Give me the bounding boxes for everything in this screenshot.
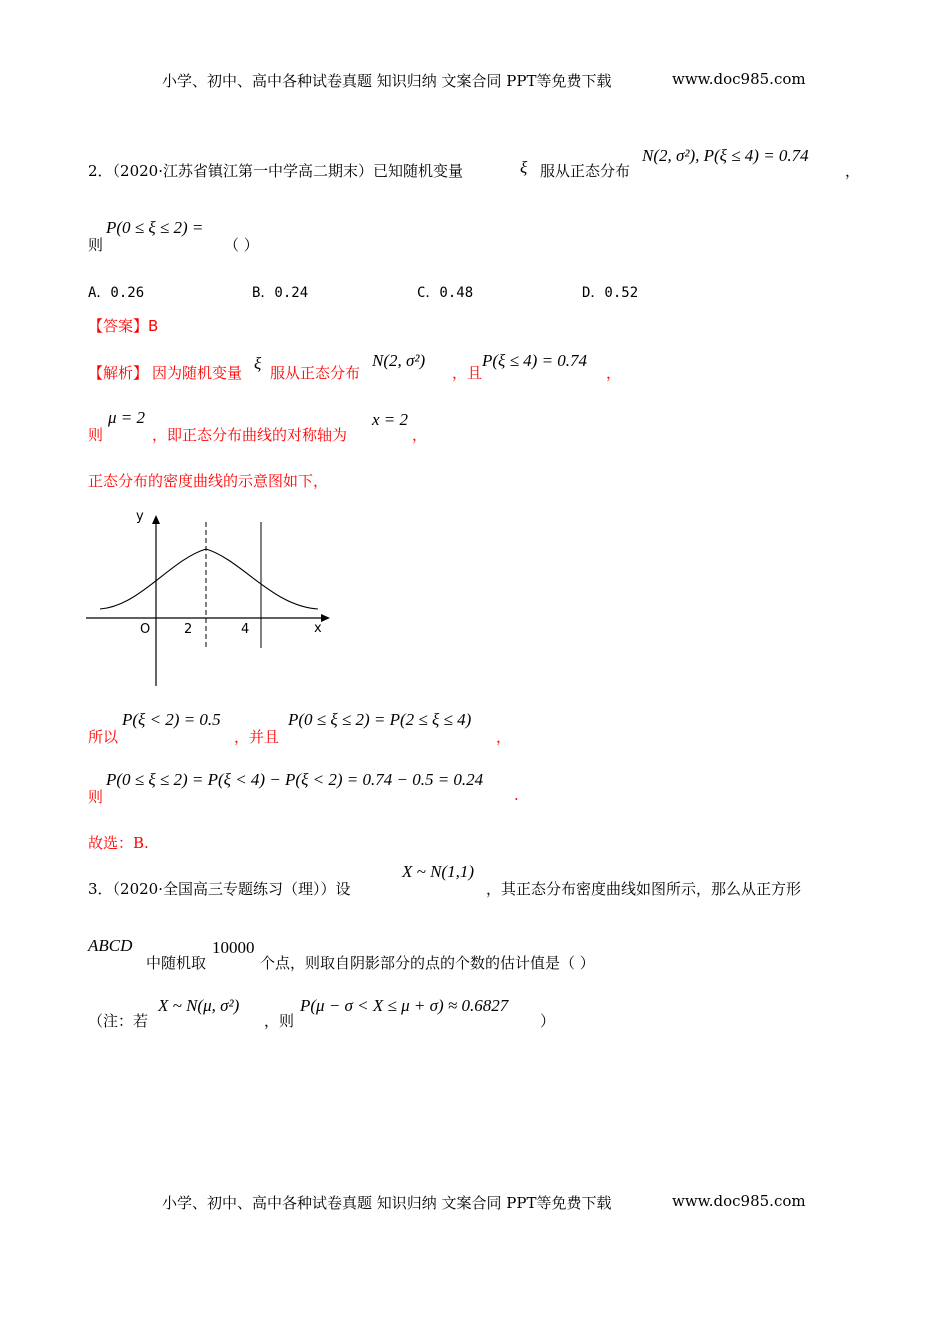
x-label: x <box>314 621 322 636</box>
origin-label: O <box>140 622 151 637</box>
q3-stem: 3．（2020·全国高三专题练习（理））设 <box>88 880 351 898</box>
q3-mid2: 个点，则取自阴影部分的点的个数的估计值是（ ） <box>260 954 595 972</box>
normal-curve-graph <box>80 500 350 695</box>
q2-formula2: P(0 ≤ ξ ≤ 2) = <box>106 218 204 237</box>
analysis-f2: P(ξ ≤ 4) = 0.74 <box>482 351 588 370</box>
line2-ze: 则 <box>88 426 104 444</box>
line2-end: ， <box>412 426 428 444</box>
tick-4: 4 <box>241 622 250 637</box>
analysis-text2: 服从正态分布 <box>270 364 361 382</box>
line2-text: ，即正态分布曲线的对称轴为 <box>152 426 348 444</box>
q2-option-b: B．0.24 <box>252 285 309 301</box>
answer-line <box>88 315 158 336</box>
normal-curve <box>100 549 318 609</box>
q2-xi: ξ <box>520 158 528 177</box>
answer-label: 【答案】 <box>88 317 149 335</box>
analysis-xi: ξ <box>254 354 262 373</box>
q3-n: 10000 <box>212 938 255 957</box>
q2-paren: （ ） <box>224 236 259 254</box>
x-axis-arrow-icon <box>321 614 330 622</box>
y-label: y <box>136 509 144 524</box>
header-url[interactable]: www.doc985.com <box>672 70 806 88</box>
line3: 正态分布的密度曲线的示意图如下， <box>88 472 329 490</box>
y-axis-arrow-icon <box>152 515 160 524</box>
q3-note-close: ） <box>540 1012 556 1030</box>
footer-url[interactable]: www.doc985.com <box>672 1192 806 1210</box>
q3-note-open: （注：若 <box>88 1012 149 1030</box>
line5-end: . <box>514 786 519 804</box>
q2-option-c: C．0.48 <box>417 285 474 301</box>
q2-option-a: A．0.26 <box>88 285 145 301</box>
line4-suoyi: 所以 <box>88 728 119 746</box>
answer-value: B <box>148 317 159 335</box>
line5-f: P(0 ≤ ξ ≤ 2) = P(ξ < 4) − P(ξ < 2) = 0.74 − 0.5 = 0.24 <box>106 770 484 789</box>
header-text: 小学、初中、高中各种试卷真题 知识归纳 文案合同 PPT等免费下载 <box>162 72 612 90</box>
line5-ze: 则 <box>88 788 104 806</box>
line4-f1: P(ξ < 2) = 0.5 <box>122 710 221 729</box>
q3-abcd: ABCD <box>88 936 133 955</box>
line4-end: ， <box>496 728 512 746</box>
footer-text: 小学、初中、高中各种试卷真题 知识归纳 文案合同 PPT等免费下载 <box>162 1194 612 1212</box>
q2-ze: 则 <box>88 236 104 254</box>
line4-text: ，并且 <box>234 728 280 746</box>
q2-option-d: D．0.52 <box>582 285 639 301</box>
q3-note-f2: P(μ − σ < X ≤ μ + σ) ≈ 0.6827 <box>300 996 509 1015</box>
analysis-text3: ，且 <box>452 364 483 382</box>
line2-x: x = 2 <box>372 410 409 429</box>
analysis-f1: N(2, σ²) <box>372 351 426 370</box>
q3-stem2: ，其正态分布密度曲线如图所示，那么从正方形 <box>486 880 802 898</box>
q2-stem-mid: 服从正态分布 <box>540 162 631 180</box>
conclusion: 故选：B. <box>88 834 149 852</box>
analysis-text4: ， <box>606 364 622 382</box>
q2-comma: ， <box>845 162 861 180</box>
q2-stem: 2．（2020·江苏省镇江第一中学高二期末）已知随机变量 <box>88 162 463 180</box>
q3-mid: 中随机取 <box>146 954 207 972</box>
q3-note-f1: X ~ N(μ, σ²) <box>158 996 240 1015</box>
line2-mu: μ = 2 <box>108 408 146 427</box>
analysis-text1: 因为随机变量 <box>152 364 243 382</box>
q3-note-mid: ，则 <box>264 1012 295 1030</box>
tick-2: 2 <box>184 622 193 637</box>
line4-f2: P(0 ≤ ξ ≤ 2) = P(2 ≤ ξ ≤ 4) <box>288 710 472 729</box>
q2-formula1: N(2, σ²), P(ξ ≤ 4) = 0.74 <box>642 146 809 165</box>
q3-f1: X ~ N(1,1) <box>402 862 474 881</box>
analysis-label: 【解析】 <box>88 364 149 382</box>
